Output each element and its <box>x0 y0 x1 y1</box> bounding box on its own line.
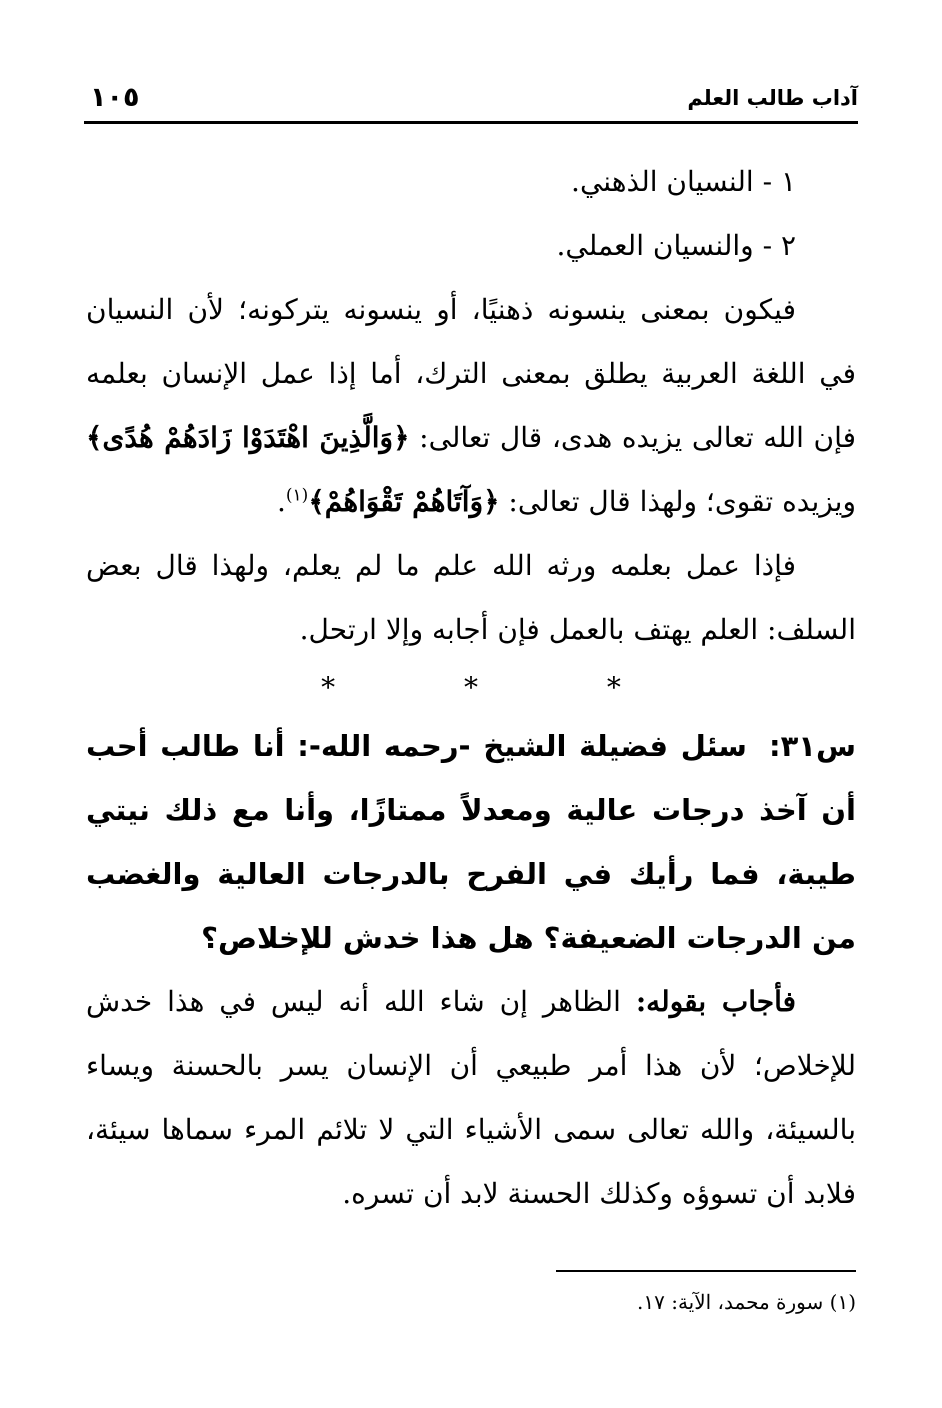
paragraph-text: فيكون بمعنى ينسونه ذهنيًا، أو ينسونه يتركونه؛ لأن النسيان في اللغة العربية يطلق بمعنى الترك، أما إذا عمل الإنسان بعلمه فإن الله تعالى يزيده هدى، قال تعالى: <box>86 293 856 454</box>
paragraph-text: . <box>276 485 286 518</box>
running-title: آداب طالب العلم <box>687 86 858 110</box>
page-body <box>86 150 856 1226</box>
footnote-reference: (١) <box>285 485 309 506</box>
quran-verse: ﴿وَآتَاهُمْ تَقْوَاهُمْ﴾ <box>308 485 500 518</box>
quran-verse: ﴿وَالَّذِينَ اهْتَدَوْا زَادَهُمْ هُدًى﴾ <box>86 421 410 454</box>
paragraph-salaf: فإذا عمل بعلمه ورثه الله علم ما لم يعلم، ولهذا قال بعض السلف: العلم يهتف بالعمل فإن أجابه وإلا ارتحل. <box>86 549 856 646</box>
answer-block <box>86 970 856 1226</box>
page-header <box>84 82 858 116</box>
page-number: ١٠٥ <box>90 82 140 113</box>
paragraph-text: ويزيده تقوى؛ ولهذا قال تعالى: <box>499 485 856 518</box>
list-item: ٢ - والنسيان العملي. <box>556 229 796 262</box>
footnote-rule <box>556 1270 856 1272</box>
paragraph-forgetting <box>86 278 856 534</box>
header-rule <box>84 121 858 124</box>
section-separator: * * * <box>321 671 681 704</box>
question-block <box>86 714 856 970</box>
question-text: سئل فضيلة الشيخ -رحمه الله-: أنا طالب أحب أن آخذ درجات عالية ومعدلاً ممتازًا، وأنا مع ذلك نيتي طيبة، فما رأيك في الفرح بالدرجات العالية والغضب من الدرجات الضعيفة؟ هل هذا خدش للإخلاص؟ <box>86 729 856 955</box>
footnote: (١) سورة محمد، الآية: ١٧. <box>637 1290 856 1314</box>
answer-lead: فأجاب بقوله: <box>635 985 796 1018</box>
answer-text: الظاهر إن شاء الله أنه ليس في هذا خدش للإخلاص؛ لأن هذا أمر طبيعي أن الإنسان يسر بالحسنة ويساء بالسيئة، والله تعالى سمى الأشياء التي لا تلائم المرء سماها سيئة، فلابد أن تسوؤه وكذلك الحسنة لابد أن تسره. <box>86 985 856 1210</box>
question-label: س٣١: <box>768 729 856 763</box>
list-item: ١ - النسيان الذهني. <box>571 165 796 198</box>
